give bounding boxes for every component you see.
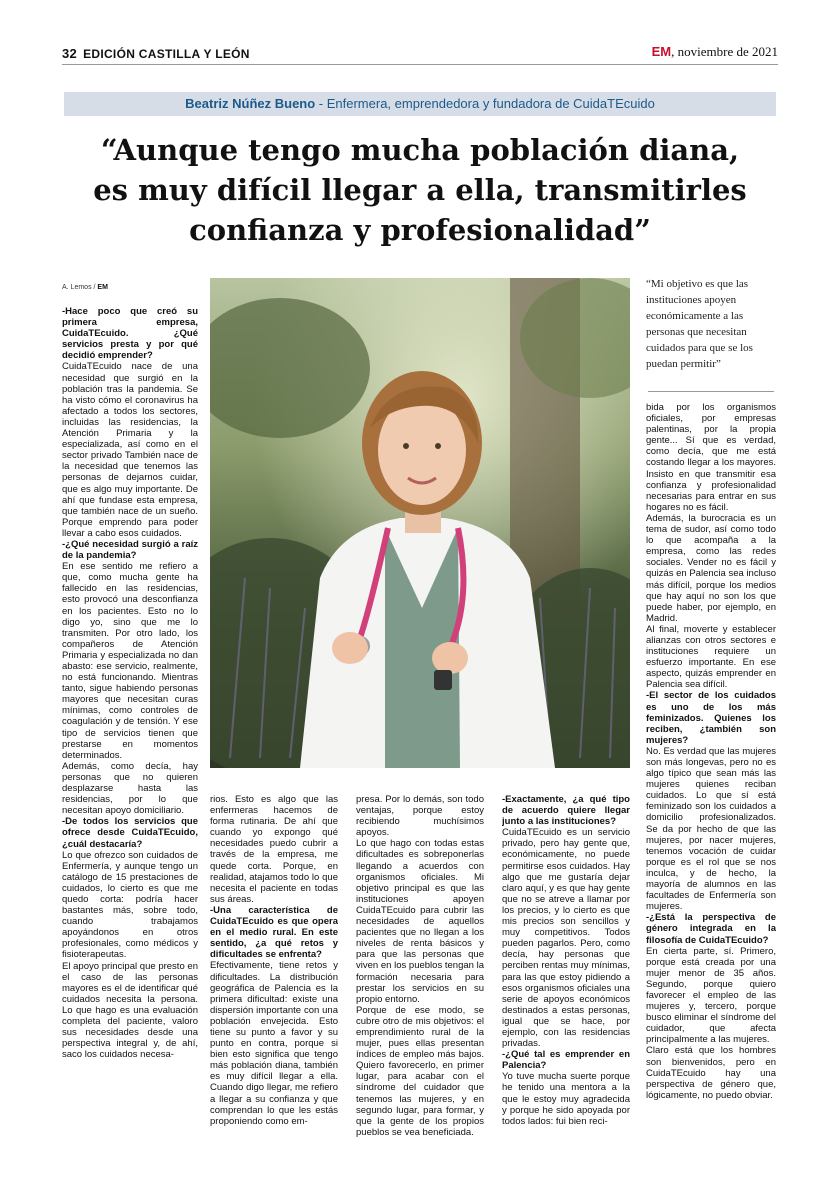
interviewee-name: Beatriz Núñez Bueno <box>185 96 316 111</box>
answer: Además, como decía, hay personas que no quieren desplazarse hasta las residencias, por lo que necesitan apoyo domiciliario. <box>62 760 198 817</box>
byline-banner <box>64 92 776 116</box>
page-header-right <box>652 44 778 60</box>
issue-date: , noviembre de 2021 <box>671 44 778 59</box>
answer: CuidaTEcuido nace de una necesidad que surgió en la población tras la pandemia. Se ha visto cómo el coronavirus ha afectado a todos los sectores, incluidas las residencias, la Atención Primaria y la especializada, así como en el sector privado También nace de la necesidad que tenemos las personas de dejarnos cuidar, que es algo muy importante. De ahí que fundase esta empresa, que también nace de un sueño. Porque emprendo para poder llevar a cabo esos cuidados. <box>62 361 198 539</box>
credit-agency: EM <box>97 284 108 291</box>
interviewee-role: - Enfermera, emprendedora y fundadora de CuidaTEcuido <box>315 96 655 111</box>
headline-line-3: confianza y profesionalidad” <box>189 213 651 247</box>
answer: bida por los organismos oficiales, por empresas palentinas, por la propia gente... Sí que es verdad, como decía, que me está costando llegar a los mayores. Insisto en que transmitir esa confianza y profesionalidad necesarias para entrar en sus hogares no es fácil. <box>646 402 776 513</box>
header-divider <box>62 64 778 65</box>
article-headline <box>70 130 770 250</box>
page-number: 32 <box>62 46 78 61</box>
question: -¿Qué tal es emprender en Palencia? <box>502 1049 630 1072</box>
answer: En ese sentido me refiero a que, como mucha gente ha fallecido en las residencias, esto provocó una desconfianza en los pacientes. Esto no lo digo yo, sino que me lo transmiten. Por otro lado, los compañeros de Atención Primaria y especializada no dan abasto: ese servicio, realmente, no está funcionando. Mientras tanto, sigue habiendo personas mayores que necesitan curas mínimas, como controles de coagulación y de tensión. Y ese tipo de servicios tienen que prestarse en momentos determinados. <box>62 561 198 761</box>
answer: Claro está que los hombres son bienvenidos, pero en CuidaTEcuido hay una perspectiva de género que, lógicamente, no puedo obviar. <box>646 1045 776 1101</box>
text-column-4 <box>502 794 630 1154</box>
text-column-2 <box>210 794 338 1154</box>
question: -¿Qué necesidad surgió a raíz de la pandemia? <box>62 538 198 562</box>
text-column-1 <box>62 306 198 1150</box>
brand-logo: EM <box>651 44 672 59</box>
headline-line-1: “Aunque tengo mucha población diana, <box>100 133 740 167</box>
answer: rios. Esto es algo que las enfermeras hacemos de forma rutinaria. De ahí que cuando yo expongo qué necesidades puedo cubrir a través de la empresa, me quede corta. Porque, en realidad, atajamos todo lo que necesita el paciente en todas sus áreas. <box>210 794 338 905</box>
edition-label: EDICIÓN CASTILLA Y LEÓN <box>83 47 250 61</box>
text-column-3 <box>356 794 484 1154</box>
page-header-left <box>62 46 250 61</box>
headline-line-2: es muy difícil llegar a ella, transmitirles <box>93 173 747 207</box>
question: -Exactamente, ¿a qué tipo de acuerdo quiere llegar junto a las instituciones? <box>502 794 630 828</box>
question: -¿Está la perspectiva de género integrada en la filosofía de CuidaTEcuido? <box>646 912 776 946</box>
answer: Además, la burocracia es un tema de sudor, así como todo lo que acompaña a la empresa, como las redes sociales. Vender no es fácil y quizás en Palencia sea incluso más difícil, porque los medios que hay aquí no son los que puede haber, por ejemplo, en Madrid. <box>646 512 776 624</box>
portrait-illustration <box>210 278 630 768</box>
answer: presa. Por lo demás, son todo ventajas, porque estoy recibiendo muchísimos apoyos. <box>356 794 484 839</box>
question: -Hace poco que creó su primera empresa, CuidaTEcuido. ¿Qué servicios presta y por qué decidió emprender? <box>62 306 198 362</box>
byline <box>64 96 776 111</box>
author-credit: A. Lemos / EM <box>62 284 108 291</box>
answer: CuidaTEcuido es un servicio privado, pero hay gente que, económicamente, no puede permitirse esos cuidados. Hay algo que me gustaría dejar claro aquí, y es que hay gente que no se atreve a llamar por los precios, y lo cierto es que mis precios son sencillos y muy competitivos. Todos pueden pagarlos. Pero, como decía, hay personas que perciben rentas muy mínimas, para las que estoy pidiendo a esos organismos oficiales una serie de apoyos económicos destinados a estas personas, igual que se hace, por ejemplo, con las residencias privadas. <box>502 827 630 1050</box>
answer: En cierta parte, sí. Primero, porque está creada por una mujer menor de 35 años. Segundo, porque quiero favorecer el empleo de las mujeres y, tercero, porque busco eliminar el síndrome del cuidador, que afecta principalmente a las mujeres. <box>646 945 776 1046</box>
answer: Porque de ese modo, se cubre otro de mis objetivos: el emprendimiento rural de la mujer, pues ellas presentan índices de empleo más bajos. Quiero favorecerlo, en primer lugar, para acabar con el síndrome del cuidador que tenemos las mujeres, y en segundo lugar, para formar, y que la gente de los propios pueblos se vea beneficiada. <box>356 1004 484 1138</box>
question: -El sector de los cuidados es uno de los más feminizados. Quienes los reciben, ¿también son mujeres? <box>646 690 776 746</box>
pull-quote-divider <box>648 391 774 392</box>
answer: No. Es verdad que las mujeres son más longevas, pero no es algo típico que sean más las mujeres quienes reciban cuidados. Lo que sí está feminizado son los cuidados a domicilio profesionalizados. Se da por hecho de que las mujeres, por nacer mujeres, tenemos vocación de cuidar porque es el rol que se nos inculca, y de hecho, la mayoría de alumnos en las facultades de Enfermería son mujeres. <box>646 745 776 913</box>
answer: El apoyo principal que presto en el caso de las personas mayores es el de identificar qué cuidados necesita la persona. Lo que hago es una evaluación completa del paciente, valoro sus necesidades desde una perspectiva integral y, de ahí, saco los cuidados necesa- <box>62 960 198 1061</box>
answer: Yo tuve mucha suerte porque he tenido una mentora a la que le estoy muy agradecida y porque he sido apoyada por todos lados: fui bien reci- <box>502 1071 630 1127</box>
portrait-photo <box>210 278 630 768</box>
answer: Al final, moverte y establecer alianzas con otros sectores e instituciones requiere un esfuerzo importante. En ese aspecto, quizás emprender en Palencia sea difícil. <box>646 623 776 691</box>
pull-quote: “Mi objetivo es que las instituciones apoyen económicamente a las personas que necesitan cuidados para que se los puedan permitir” <box>646 278 753 370</box>
author-name: A. Lemos <box>62 284 92 291</box>
answer: Efectivamente, tiene retos y dificultades. La distribución geográfica de Palencia es la primera dificultad: existe una dispersión importante con una población envejecida. Esto tiene su punto a favor y su punto en contra, porque si bien esto significa que tengo más población diana, también es muy difícil llegar a ella. Cuando digo llegar, me refiero a llegar a su confianza y que comprendan lo que les estás proponiendo como em- <box>210 960 338 1127</box>
answer: Lo que ofrezco son cuidados de Enfermería, y aunque tengo un catálogo de 15 prestaciones de cuidados, lo cierto es que me quedo corta: podría hacer bastantes más, sobre todo, cuando trabajamos apoyándonos en otros profesionales, como médicos y fisioterapeutas. <box>62 849 198 961</box>
question: -Una característica de CuidaTEcuido es que opera en el medio rural. En este sentido, ¿a qué retos y dificultades se enfrenta? <box>210 904 338 961</box>
question: -De todos los servicios que ofrece desde CuidaTEcuido, ¿cuál destacaría? <box>62 816 198 850</box>
answer: Lo que hago con todas estas dificultades es sobreponerlas llegando a acuerdos con organismos oficiales. Mi objetivo principal es que las instituciones apoyen CuidaTEcuido para cubrir las necesidades de aquellos pacientes que no llegan a los niveles de renta básicos y para que las personas que viven en los pueblos tengan la formación necesaria para prestar los servicios en su propio entorno. <box>356 838 484 1005</box>
text-column-5 <box>646 402 776 1152</box>
